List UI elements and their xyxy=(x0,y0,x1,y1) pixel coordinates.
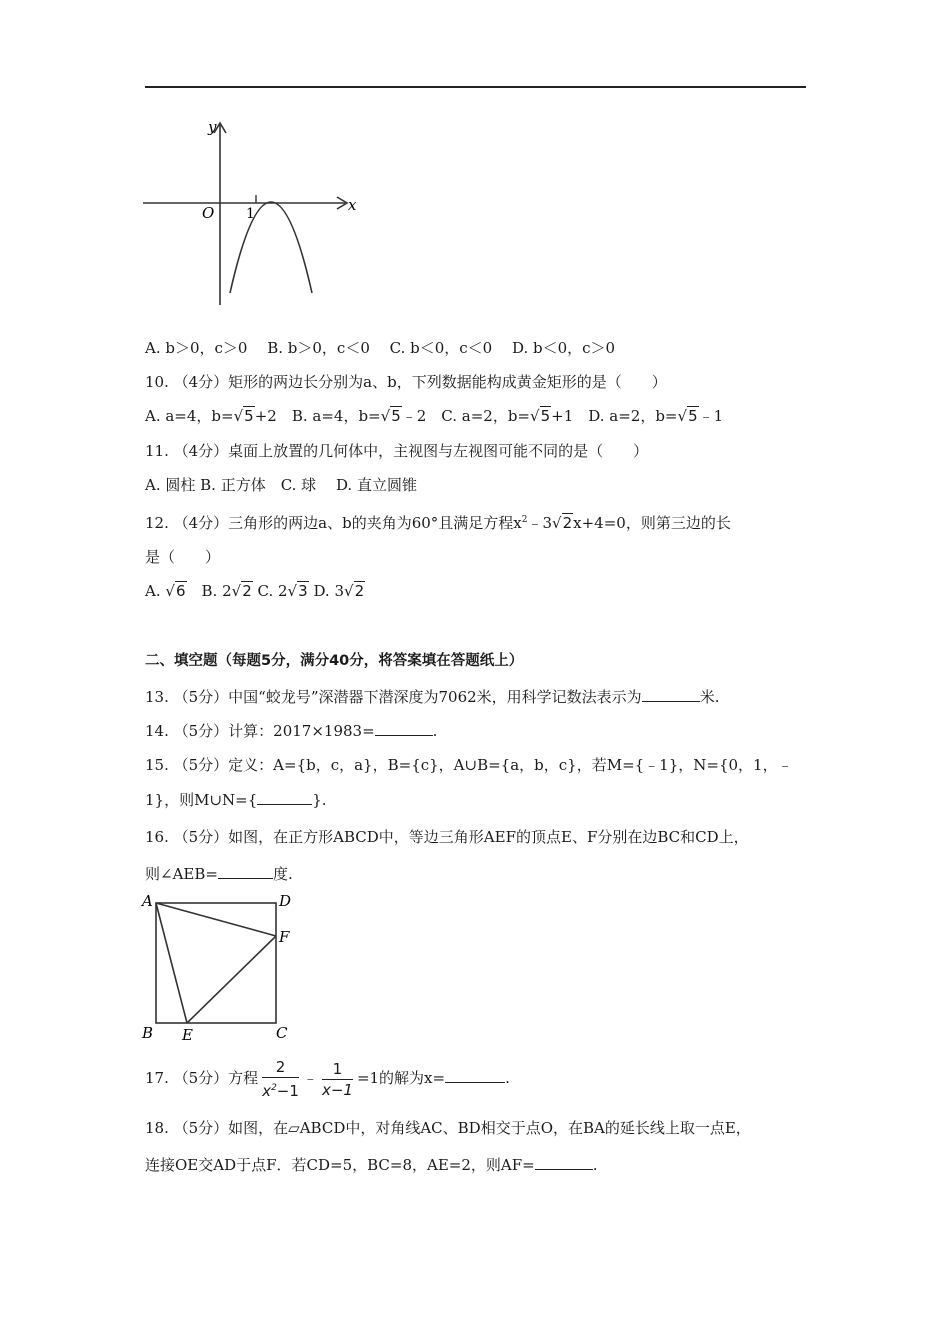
fraction-2-num: 1 xyxy=(322,1059,353,1080)
answer-blank[interactable] xyxy=(445,1067,505,1083)
q18-line1: 18. （5分）如图，在▱ABCD中，对角线AC、BD相交于点O，在BA的延长线上取一点E， xyxy=(145,1119,751,1137)
sqrt-symbol: √5 xyxy=(677,407,698,425)
q10-c-pre: C. a=2，b= xyxy=(426,407,531,425)
q12-options xyxy=(145,580,365,602)
q11-options: A. 圆柱 B. 正方体 C. 球 D. 直立圆锥 xyxy=(145,476,417,494)
q13-pre: 13. （5分）中国“蛟龙号”深潜器下潜深度为7062米，用科学记数法表示为 xyxy=(145,688,642,706)
answer-blank[interactable] xyxy=(375,720,433,736)
sqrt-symbol: √5 xyxy=(380,407,401,425)
q10-c-post: +1 xyxy=(551,407,574,425)
q10-a-pre: A. a=4，b= xyxy=(145,407,234,425)
sqrt-symbol: √2 xyxy=(231,582,252,600)
q12-d-pre: D. 3 xyxy=(313,582,345,600)
q10-b-rad: 5 xyxy=(391,407,401,425)
origin-label: O xyxy=(202,204,215,222)
q15-line2-post: }. xyxy=(312,791,327,809)
q10-a-post: +2 xyxy=(254,407,277,425)
q15-line1: 15. （5分）定义：A={b，c，a}，B={c}，A∪B={a，b，c}，若M={﹣1}，N={0，1，﹣ xyxy=(145,756,793,774)
q18-line2 xyxy=(145,1154,598,1176)
q15-line2 xyxy=(145,789,327,811)
sqrt-symbol: √5 xyxy=(233,407,254,425)
q14-pre: 14. （5分）计算：2017×1983= xyxy=(145,722,375,740)
answer-blank[interactable] xyxy=(535,1154,593,1170)
q16-line1: 16. （5分）如图，在正方形ABCD中，等边三角形AEF的顶点E、F分别在边BC和CD上， xyxy=(145,828,749,846)
q10-stem: 10. （4分）矩形的两边长分别为a、b，下列数据能构成黄金矩形的是（ ） xyxy=(145,373,667,391)
fraction-2-den: x−1 xyxy=(321,1080,353,1099)
q10-c-rad: 5 xyxy=(540,407,551,425)
q12-d-rad: 2 xyxy=(354,582,365,600)
q10-d-pre: D. a=2，b= xyxy=(573,407,678,425)
header-rule xyxy=(145,86,806,88)
q10-a-rad: 5 xyxy=(244,407,254,425)
q17-minus: ﹣ xyxy=(302,1069,318,1087)
q16-line2-pre: 则∠AEB= xyxy=(145,865,218,883)
sqrt-symbol: √2 xyxy=(344,582,365,600)
square-figure xyxy=(140,890,300,1042)
q12-a-pre: A. xyxy=(145,582,161,600)
q17-pre: 17. （5分）方程 xyxy=(145,1069,259,1087)
y-axis-label: y xyxy=(208,118,217,136)
q12-stem-pre: 12. （4分）三角形的两边a、b的夹角为60°且满足方程x xyxy=(145,514,522,532)
q12-stem-post: x+4=0，则第三边的长 xyxy=(573,514,731,532)
q15-line2-pre: 1}，则M∪N={ xyxy=(145,791,258,809)
q12-stem-line2: 是（ ） xyxy=(145,548,221,566)
q9-options: A. b＞0，c＞0 B. b＞0，c＜0 C. b＜0，c＜0 D. b＜0，c＞0 xyxy=(145,339,616,357)
q14 xyxy=(145,720,437,742)
q12-sup: 2 xyxy=(521,515,528,525)
q17-post: =1的解为x= xyxy=(356,1069,446,1087)
vertex-label-f: F xyxy=(279,928,290,946)
q12-b-rad: 2 xyxy=(242,582,252,600)
q13 xyxy=(145,686,719,708)
sqrt-symbol: √3 xyxy=(287,582,308,600)
q12-b-pre: B. 2 xyxy=(201,582,232,600)
q12-a-rad: 6 xyxy=(175,582,186,600)
sqrt-symbol: √2 xyxy=(552,514,573,532)
q17-end: . xyxy=(505,1069,510,1087)
q14-post: . xyxy=(432,722,438,740)
q18-line2-post: . xyxy=(592,1156,598,1174)
answer-blank[interactable] xyxy=(218,863,273,879)
q10-options xyxy=(145,405,723,427)
x-axis-label: x xyxy=(348,196,357,214)
parabola-graph xyxy=(140,115,370,315)
answer-blank[interactable] xyxy=(257,789,312,805)
q17 xyxy=(145,1056,510,1101)
fraction-1-num: 2 xyxy=(262,1057,299,1078)
vertex-label-c: C xyxy=(276,1024,288,1042)
q10-b-post: ﹣2 xyxy=(401,407,427,425)
q12-stem xyxy=(145,509,731,534)
fraction-2 xyxy=(322,1059,353,1100)
section-title: 二、填空题（每题5分，满分40分，将答案填在答题纸上） xyxy=(145,653,524,669)
q12-c-pre: C. 2 xyxy=(257,582,288,600)
vertex-label-a: A xyxy=(142,892,153,910)
q10-d-post: ﹣1 xyxy=(698,407,724,425)
vertex-label-d: D xyxy=(279,892,292,910)
vertex-label-b: B xyxy=(142,1024,154,1042)
q12-stem-mid: ﹣3 xyxy=(527,514,553,532)
q12-rad: 2 xyxy=(562,514,573,532)
sqrt-symbol: √6 xyxy=(165,582,186,600)
fraction-1-den: $x^2-1$ xyxy=(262,1082,299,1100)
q10-b-pre: B. a=4，b= xyxy=(276,407,381,425)
sqrt-symbol: √5 xyxy=(530,407,551,425)
q10-d-rad: 5 xyxy=(688,407,698,425)
answer-blank[interactable] xyxy=(642,686,700,702)
q16-line2-post: 度. xyxy=(272,865,293,883)
q11-stem: 11. （4分）桌面上放置的几何体中，主视图与左视图可能不同的是（ ） xyxy=(145,442,649,460)
vertex-label-e: E xyxy=(182,1026,193,1042)
q12-c-rad: 3 xyxy=(298,582,308,600)
q18-line2-pre: 连接OE交AD于点F．若CD=5，BC=8，AE=2，则AF= xyxy=(145,1156,535,1174)
fraction-1 xyxy=(262,1057,299,1101)
q16-line2 xyxy=(145,863,293,885)
q13-post: 米. xyxy=(699,688,720,706)
tick-label-1: 1 xyxy=(246,206,255,222)
